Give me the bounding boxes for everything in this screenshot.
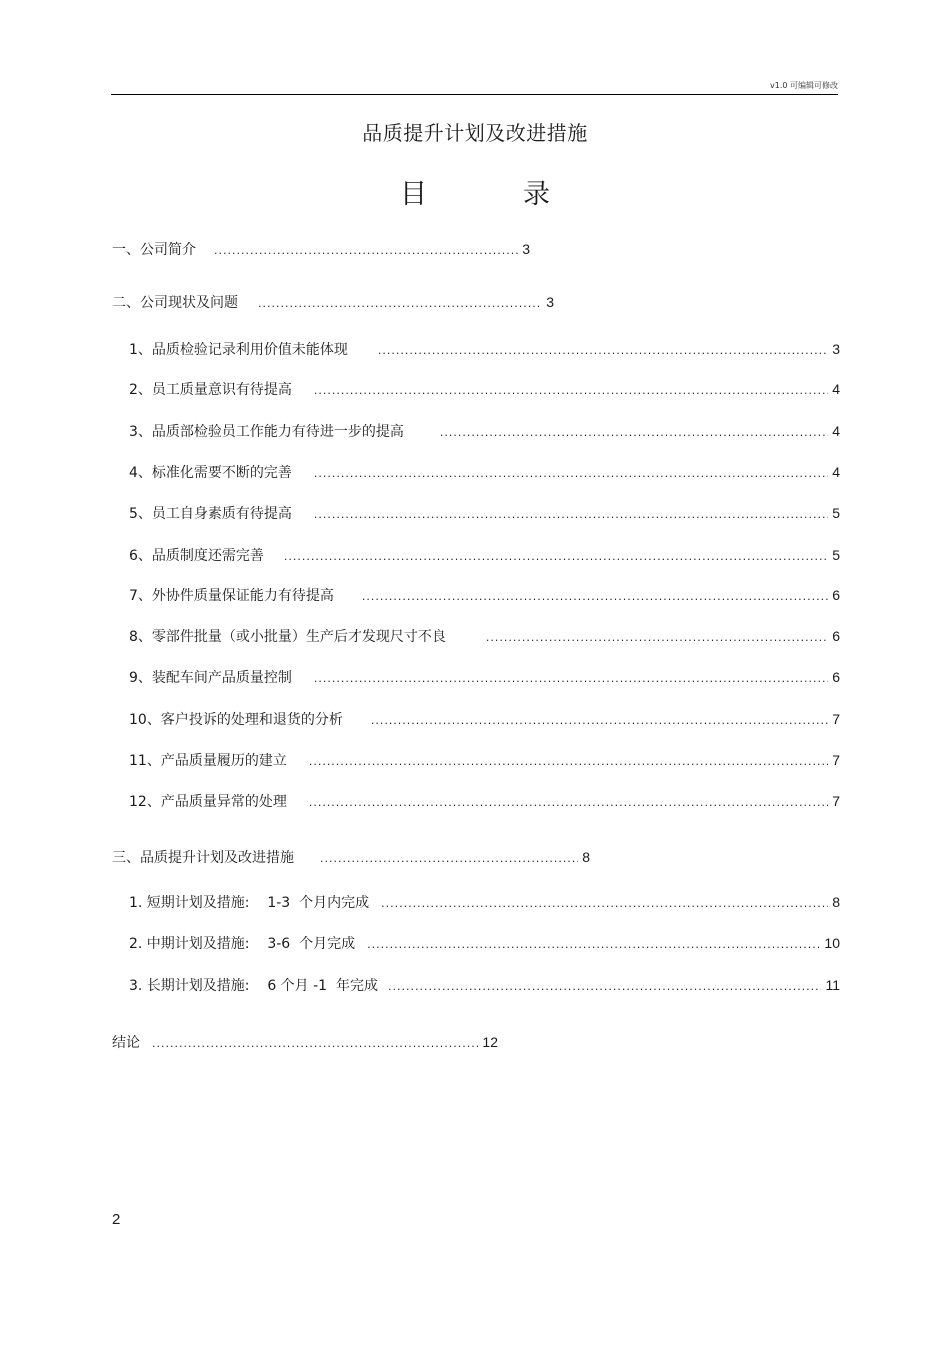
toc-heading (0, 172, 950, 211)
toc-leader-dots (320, 852, 578, 865)
toc-entry-page: 6 (832, 628, 840, 644)
header-note: v1.0 可编辑可修改 (770, 81, 838, 90)
toc-entry-section-1[interactable] (112, 239, 530, 259)
toc-entry-label: 三、品质提升计划及改进措施 (112, 850, 294, 866)
toc-entry-label: 11、产品质量履历的建立 (129, 753, 287, 769)
toc-leader-dots (284, 550, 828, 563)
toc-entry-label: 1. 短期计划及措施: 1-3 个月内完成 (129, 895, 370, 911)
document-title: 品质提升计划及改进措施 (362, 121, 588, 145)
toc-entry-label: 二、公司现状及问题 (112, 295, 238, 311)
toc-entry-page: 8 (832, 894, 840, 910)
toc-entry-page: 7 (832, 752, 840, 768)
toc-entry-2-1[interactable] (129, 339, 840, 359)
toc-entry-label: 12、产品质量异常的处理 (129, 794, 287, 810)
toc-entry-page: 6 (832, 587, 840, 603)
toc-entry-label: 3、品质部检验员工作能力有待进一步的提高 (129, 424, 404, 440)
toc-entry-label: 1、品质检验记录利用价值未能体现 (129, 342, 348, 358)
toc-leader-dots (440, 426, 828, 439)
toc-entry-page: 12 (482, 1034, 498, 1050)
toc-entry-label: 6、品质制度还需完善 (129, 548, 264, 564)
toc-entry-label: 5、员工自身素质有待提高 (129, 506, 292, 522)
toc-leader-dots (388, 980, 821, 993)
toc-leader-dots (381, 897, 828, 910)
toc-entry-page: 10 (824, 935, 840, 951)
toc-entry-2-8[interactable] (129, 626, 840, 646)
toc-entry-2-2[interactable] (129, 379, 840, 399)
toc-entry-label: 2、员工质量意识有待提高 (129, 382, 292, 398)
toc-leader-dots (309, 796, 828, 809)
toc-entry-2-4[interactable] (129, 462, 840, 482)
toc-entry-page: 3 (522, 241, 530, 257)
toc-entry-page: 6 (832, 669, 840, 685)
toc-entry-2-6[interactable] (129, 545, 840, 565)
toc-entry-3-2[interactable] (129, 933, 840, 953)
toc-heading-char-2: 录 (523, 179, 550, 210)
toc-entry-label: 结论 (112, 1035, 140, 1051)
toc-leader-dots (362, 590, 828, 603)
toc-leader-dots (378, 344, 828, 357)
toc-entry-2-11[interactable] (129, 750, 840, 770)
header-rule (111, 94, 838, 95)
toc-entry-label: 10、客户投诉的处理和退货的分析 (129, 712, 343, 728)
toc-entry-page: 4 (832, 423, 840, 439)
toc-entry-label: 4、标准化需要不断的完善 (129, 465, 292, 481)
toc-leader-dots (367, 938, 820, 951)
toc-entry-page: 3 (546, 294, 554, 310)
toc-entry-page: 4 (832, 464, 840, 480)
toc-leader-dots (371, 714, 828, 727)
toc-leader-dots (314, 672, 828, 685)
toc-entry-2-5[interactable] (129, 503, 840, 523)
toc-entry-page: 7 (832, 711, 840, 727)
toc-entry-label: 9、装配车间产品质量控制 (129, 670, 292, 686)
toc-entry-page: 8 (582, 849, 590, 865)
toc-entry-2-3[interactable] (129, 421, 840, 441)
toc-entry-conclusion[interactable] (112, 1032, 498, 1052)
page-number: 2 (112, 1211, 121, 1228)
toc-entry-2-9[interactable] (129, 667, 840, 687)
toc-leader-dots (152, 1037, 478, 1050)
toc-entry-label: 7、外协件质量保证能力有待提高 (129, 588, 334, 604)
toc-heading-char-1: 目 (400, 179, 427, 210)
toc-entry-label: 一、公司简介 (112, 242, 196, 258)
toc-entry-2-7[interactable] (129, 585, 840, 605)
toc-entry-3-1[interactable] (129, 892, 840, 912)
toc-entry-page: 3 (832, 341, 840, 357)
toc-leader-dots (314, 508, 828, 521)
toc-entry-2-10[interactable] (129, 709, 840, 729)
toc-leader-dots (258, 297, 542, 310)
toc-entry-page: 5 (832, 547, 840, 563)
toc-entry-label: 8、零部件批量（或小批量）生产后才发现尺寸不良 (129, 629, 446, 645)
toc-entry-section-3[interactable] (112, 847, 590, 867)
toc-entry-page: 5 (832, 505, 840, 521)
toc-leader-dots (314, 467, 828, 480)
toc-leader-dots (314, 384, 828, 397)
toc-entry-section-2[interactable] (112, 292, 554, 312)
toc-leader-dots (486, 631, 828, 644)
toc-entry-3-3[interactable] (129, 975, 840, 995)
toc-leader-dots (309, 755, 828, 768)
toc-entry-label: 3. 长期计划及措施: 6 个月 -1 年完成 (129, 978, 378, 994)
toc-entry-page: 7 (832, 793, 840, 809)
toc-leader-dots (214, 244, 518, 257)
toc-entry-2-12[interactable] (129, 791, 840, 811)
toc-entry-label: 2. 中期计划及措施: 3-6 个月完成 (129, 936, 356, 952)
toc-entry-page: 11 (825, 977, 840, 993)
toc-entry-page: 4 (832, 381, 840, 397)
